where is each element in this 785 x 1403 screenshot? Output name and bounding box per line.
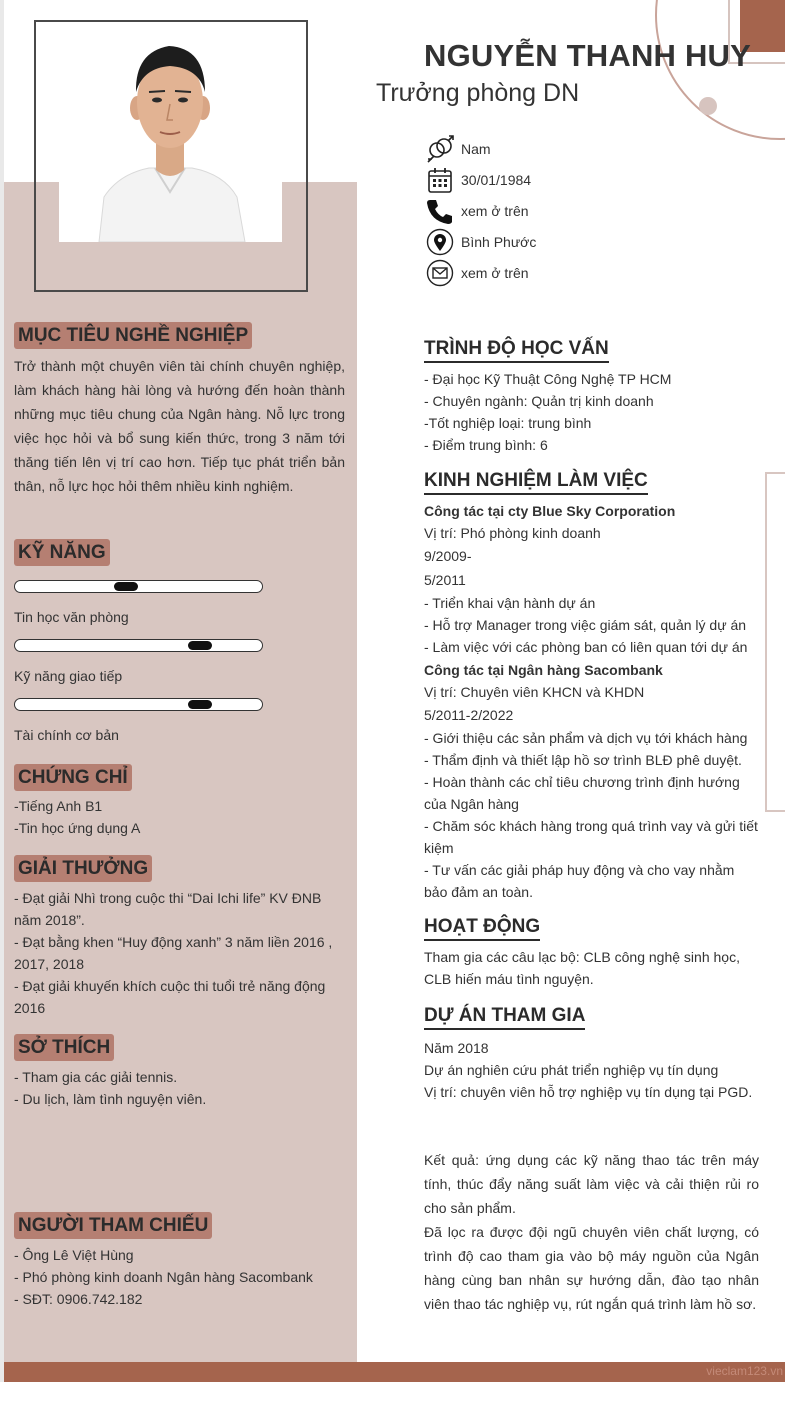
contact-phone-value: xem ở trên bbox=[461, 203, 529, 219]
education-item: - Điểm trung bình: 6 bbox=[424, 437, 548, 453]
skill-bar-1 bbox=[14, 580, 263, 593]
certificates-list bbox=[14, 795, 345, 839]
hobby-item: - Tham gia các giải tennis. bbox=[14, 1069, 178, 1085]
job-task: - Tư vấn các giải pháp huy động và cho vay nhằm bảo đảm an toàn. bbox=[424, 862, 735, 900]
decorative-right-bracket bbox=[765, 472, 785, 812]
email-icon bbox=[426, 259, 454, 287]
contact-email-value: xem ở trên bbox=[461, 265, 529, 281]
watermark: vieclam123.vn bbox=[706, 1364, 783, 1378]
experience-title: KINH NGHIỆM LÀM VIỆC bbox=[424, 469, 648, 495]
contact-birthdate-value: 30/01/1984 bbox=[461, 172, 532, 188]
award-item: - Đạt giải Nhì trong cuộc thi “Dai Ichi life” KV ĐNB năm 2018”. bbox=[14, 890, 322, 928]
awards-title: GIẢI THƯỞNG bbox=[14, 855, 152, 882]
hobbies-list bbox=[14, 1066, 345, 1110]
education-item: -Tốt nghiệp loại: trung bình bbox=[424, 415, 592, 431]
location-pin-icon bbox=[426, 228, 454, 256]
candidate-name: NGUYỄN THANH HUY bbox=[424, 38, 751, 73]
project-result: Kết quả: ứng dụng các kỹ năng thao tác trên máy tính, thúc đẩy năng suất làm việc và cải thiện rủi ro cho sản phẩm. bbox=[424, 1152, 759, 1216]
job-company: Công tác tại cty Blue Sky Corporation bbox=[424, 503, 676, 519]
gender-icon bbox=[426, 135, 454, 163]
job-task: - Làm việc với các phòng ban có liên quan tới dự án bbox=[424, 639, 748, 655]
calendar-icon bbox=[426, 166, 454, 194]
job-task: - Triển khai vận hành dự án bbox=[424, 595, 596, 611]
job-period: 5/2011-2/2022 bbox=[424, 707, 514, 723]
contact-phone bbox=[426, 197, 529, 225]
awards-list bbox=[14, 887, 345, 1019]
references-title: NGƯỜI THAM CHIẾU bbox=[14, 1212, 212, 1239]
contact-location bbox=[426, 228, 536, 256]
objective-title: MỤC TIÊU NGHỀ NGHIỆP bbox=[14, 322, 252, 349]
hobbies-title: SỞ THÍCH bbox=[14, 1034, 114, 1061]
education-item: - Đại học Kỹ Thuật Công Nghệ TP HCM bbox=[424, 371, 672, 387]
reference-item: - SĐT: 0906.742.182 bbox=[14, 1291, 143, 1307]
job-position: Vị trí: Phó phòng kinh doanh bbox=[424, 525, 601, 541]
profile-photo bbox=[59, 22, 282, 242]
award-item: - Đạt giải khuyến khích cuộc thi tuổi trẻ năng động 2016 bbox=[14, 978, 326, 1016]
activities-title: HOẠT ĐỘNG bbox=[424, 915, 540, 941]
job-task: - Hỗ trợ Manager trong việc giám sát, quản lý dự án bbox=[424, 617, 747, 633]
references-list bbox=[14, 1244, 345, 1310]
education-title: TRÌNH ĐỘ HỌC VẤN bbox=[424, 337, 609, 363]
job-period-end: 5/2011 bbox=[424, 572, 466, 588]
project-details bbox=[424, 1037, 759, 1103]
activities-text: Tham gia các câu lạc bộ: CLB công nghệ sinh học, CLB hiến máu tình nguyện. bbox=[424, 949, 740, 987]
projects-title: DỰ ÁN THAM GIA bbox=[424, 1004, 585, 1030]
candidate-role: Trưởng phòng DN bbox=[376, 79, 580, 107]
phone-icon bbox=[426, 197, 454, 225]
certificate-item: -Tiếng Anh B1 bbox=[14, 798, 103, 814]
skill-knob-2 bbox=[188, 641, 212, 650]
skill-label-2: Kỹ năng giao tiếp bbox=[14, 668, 123, 684]
contact-location-value: Bình Phước bbox=[461, 234, 537, 250]
decorative-dot bbox=[699, 97, 717, 115]
skills-title: KỸ NĂNG bbox=[14, 539, 110, 566]
contact-gender bbox=[426, 135, 491, 163]
project-position: Vị trí: chuyên viên hỗ trợ nghiệp vụ tín dụng tại PGD. bbox=[424, 1084, 753, 1100]
reference-item: - Phó phòng kinh doanh Ngân hàng Sacombank bbox=[14, 1269, 313, 1285]
certificate-item: -Tin học ứng dụng A bbox=[14, 820, 141, 836]
skill-bar-2 bbox=[14, 639, 263, 652]
certificates-title: CHỨNG CHỈ bbox=[14, 764, 132, 791]
footer-bar bbox=[4, 1362, 785, 1382]
experience-job-2 bbox=[424, 659, 759, 903]
job-task: - Giới thiệu các sản phẩm và dịch vụ tới khách hàng bbox=[424, 730, 748, 746]
job-period-start: 9/2009- bbox=[424, 548, 472, 564]
skill-bar-3 bbox=[14, 698, 263, 711]
skill-label-3: Tài chính cơ bản bbox=[14, 727, 119, 743]
job-position: Vị trí: Chuyên viên KHCN và KHDN bbox=[424, 684, 645, 700]
award-item: - Đạt bằng khen “Huy động xanh” 3 năm liền 2016 , 2017, 2018 bbox=[14, 934, 333, 972]
education-item: - Chuyên ngành: Quản trị kinh doanh bbox=[424, 393, 654, 409]
hobby-item: - Du lịch, làm tình nguyện viên. bbox=[14, 1091, 207, 1107]
contact-email bbox=[426, 259, 529, 287]
skill-knob-3 bbox=[188, 700, 212, 709]
job-task: - Chăm sóc khách hàng trong quá trình vay và gửi tiết kiệm bbox=[424, 818, 758, 856]
skill-knob-1 bbox=[114, 582, 138, 591]
experience-job-1 bbox=[424, 500, 759, 658]
project-name: Dự án nghiên cứu phát triển nghiệp vụ tín dụng bbox=[424, 1062, 719, 1078]
project-year: Năm 2018 bbox=[424, 1040, 489, 1056]
skill-label-1: Tin học văn phòng bbox=[14, 609, 129, 625]
job-task: - Thẩm định và thiết lập hồ sơ trình BLĐ phê duyệt. bbox=[424, 752, 742, 768]
job-company: Công tác tại Ngân hàng Sacombank bbox=[424, 662, 663, 678]
objective-text: Trở thành một chuyên viên tài chính chuyên nghiệp, làm khách hàng hài lòng và hướng đến hoàn thành những mục tiêu chung của Ngân hàng. Nỗ lực trong việc học hỏi và bổ sung kiến thức, trong 3 năm tới thăng tiến lên vị trí cao hơn. Tiếp tục phát triển bản thân, nỗ lực học hỏi thêm nhiều kinh nghiệm. bbox=[14, 358, 345, 494]
contact-birthdate bbox=[426, 166, 531, 194]
job-task: - Hoàn thành các chỉ tiêu chương trình định hướng của Ngân hàng bbox=[424, 774, 740, 812]
education-list bbox=[424, 368, 759, 456]
contact-gender-value: Nam bbox=[461, 141, 491, 157]
project-outcome: Đã lọc ra được đội ngũ chuyên viên chất lượng, có trình độ cao tham gia vào bộ máy nguồn của Ngân hàng cùng ban nhân sự hướng dẫn, đào tạo nhân viên thao tác nghiệp vụ, rút ngắn quá trình làm hồ sơ. bbox=[424, 1224, 759, 1312]
person-photo-icon bbox=[59, 22, 282, 242]
reference-item: - Ông Lê Việt Hùng bbox=[14, 1247, 134, 1263]
